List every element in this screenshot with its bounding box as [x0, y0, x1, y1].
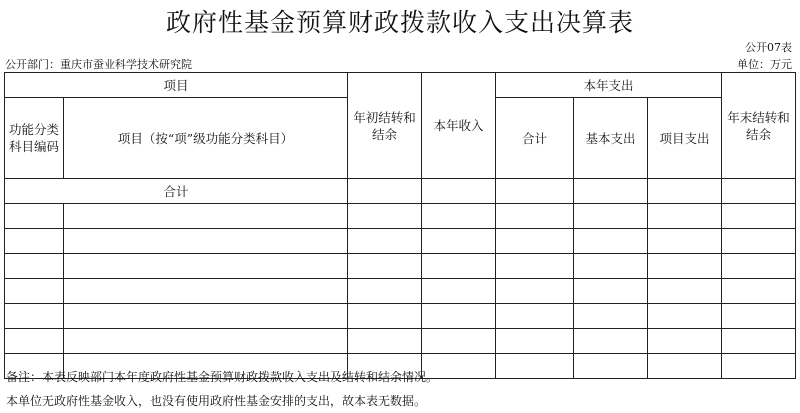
table-row	[5, 229, 796, 254]
unit-label: 单位：万元	[737, 58, 792, 71]
header-code: 功能分类科目编码	[5, 98, 64, 179]
cell-code	[5, 279, 64, 304]
cell-begin	[348, 229, 422, 254]
cell-project	[648, 279, 722, 304]
table-row	[5, 254, 796, 279]
cell-begin	[348, 329, 422, 354]
cell-basic	[574, 354, 648, 379]
cell-code	[5, 204, 64, 229]
cell-begin	[348, 254, 422, 279]
department-label: 公开部门：重庆市蚕业科学技术研究院	[5, 58, 192, 71]
remark-note: 备注：本表反映部门本年度政府性基金预算财政拨款收入支出及结转和结余情况。	[6, 370, 439, 384]
cell-end	[722, 354, 796, 379]
cell-name	[64, 279, 348, 304]
cell-project	[648, 229, 722, 254]
table-row	[5, 304, 796, 329]
cell-code	[5, 229, 64, 254]
cell-income	[422, 229, 496, 254]
cell-name	[64, 254, 348, 279]
cell-end	[722, 329, 796, 354]
cell-project	[648, 204, 722, 229]
cell-income	[422, 254, 496, 279]
header-end-balance: 年末结转和结余	[722, 73, 796, 179]
summary-basic	[574, 179, 648, 204]
cell-total	[496, 254, 574, 279]
cell-total	[496, 304, 574, 329]
header-begin-balance: 年初结转和结余	[348, 73, 422, 179]
cell-basic	[574, 254, 648, 279]
cell-project	[648, 329, 722, 354]
cell-begin	[348, 204, 422, 229]
cell-total	[496, 204, 574, 229]
cell-end	[722, 204, 796, 229]
cell-basic	[574, 329, 648, 354]
header-income: 本年收入	[422, 73, 496, 179]
cell-total	[496, 329, 574, 354]
header-total: 合计	[496, 98, 574, 179]
cell-total	[496, 229, 574, 254]
cell-income	[422, 304, 496, 329]
cell-basic	[574, 204, 648, 229]
budget-table	[4, 72, 796, 379]
cell-income	[422, 329, 496, 354]
cell-name	[64, 204, 348, 229]
summary-income	[422, 179, 496, 204]
cell-code	[5, 304, 64, 329]
cell-code	[5, 254, 64, 279]
header-expense-group: 本年支出	[496, 73, 722, 98]
cell-total	[496, 279, 574, 304]
summary-row	[5, 179, 796, 204]
cell-end	[722, 229, 796, 254]
cell-project	[648, 354, 722, 379]
cell-name	[64, 304, 348, 329]
summary-project	[648, 179, 722, 204]
cell-name	[64, 329, 348, 354]
cell-basic	[574, 229, 648, 254]
cell-project	[648, 254, 722, 279]
table-row	[5, 204, 796, 229]
header-item-name: 项目（按“项”级功能分类科目）	[64, 98, 348, 179]
cell-end	[722, 279, 796, 304]
cell-total	[496, 354, 574, 379]
form-number: 公开07表	[745, 41, 792, 54]
summary-end	[722, 179, 796, 204]
cell-begin	[348, 304, 422, 329]
header-project: 项目支出	[648, 98, 722, 179]
cell-end	[722, 304, 796, 329]
cell-end	[722, 254, 796, 279]
cell-income	[422, 279, 496, 304]
summary-begin	[348, 179, 422, 204]
cell-basic	[574, 304, 648, 329]
page-title: 政府性基金预算财政拨款收入支出决算表	[165, 8, 634, 37]
cell-code	[5, 329, 64, 354]
cell-income	[422, 204, 496, 229]
header-basic: 基本支出	[574, 98, 648, 179]
table-row	[5, 329, 796, 354]
cell-project	[648, 304, 722, 329]
cell-basic	[574, 279, 648, 304]
summary-total	[496, 179, 574, 204]
summary-label: 合计	[5, 179, 348, 204]
header-item-group: 项目	[5, 73, 348, 98]
cell-name	[64, 229, 348, 254]
table-row	[5, 279, 796, 304]
no-data-note: 本单位无政府性基金收入，也没有使用政府性基金安排的支出，故本表无数据。	[6, 394, 427, 408]
cell-begin	[348, 279, 422, 304]
